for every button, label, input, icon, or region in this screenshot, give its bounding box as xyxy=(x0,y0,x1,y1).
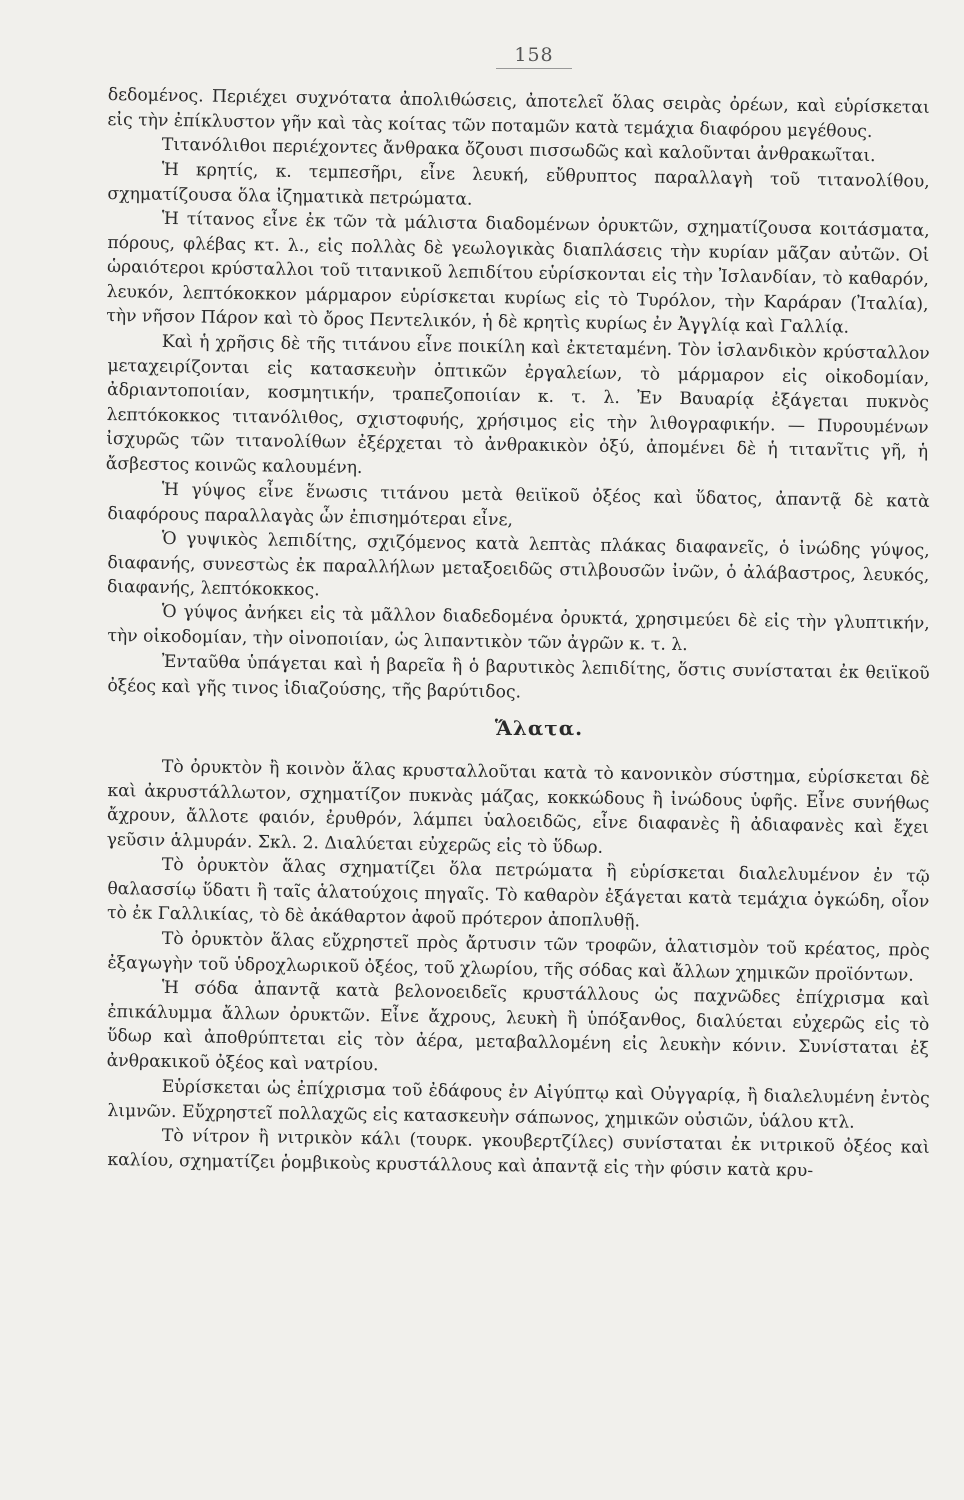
paragraph-2: Τιτανόλιθοι περιέχοντες ἄνθρακα ὄζουσι πισσωδῶς καὶ καλοῦνται ἀνθρακωῖται. xyxy=(161,135,876,167)
paragraph-5: Καὶ ἡ χρῆσις δὲ τῆς τιτάνου εἶνε ποικίλη καὶ ἐκτεταμένη. Τὸν ἰσλανδικὸν κρύσταλλον μεταχειρίζονται εἰς κατασκευὴν ὀπτικῶν ἐργαλείων, τὸ μάρμαρον εἰς οἰκοδομίαν, ἀδριαντοποιίαν, κοσμητικήν, τραπεζοποιίαν κ. τ. λ. Ἐν Βαυαρίᾳ ἐξάγεται πυκνὸς λεπτόκοκκος τιτανόλιθος, σχιστοφυής, χρήσιμος εἰς τὴν λιθογραφικήν. — Πυρουμένων ἰσχυρῶς τῶν τιτανολίθων ἐξέρχεται τὸ ἀνθρακικὸν ὀξύ, ἀπομένει δὲ ἡ τιτανῖτις γῆ, ἡ ἄσβεστος κοινῶς καλουμένη. xyxy=(105,331,930,478)
paragraph-8: Ὁ γύψος ἀνήκει εἰς τὰ μᾶλλον διαδεδομένα ὀρυκτά, χρησιμεύει δὲ εἰς τὴν γλυπτικήν, τὴν οἰκοδομίαν, τὴν οἰνοποιίαν, ὡς λιπαντικὸν τῶν ἀγρῶν κ. τ. λ. xyxy=(107,602,930,656)
paragraph-15: Τὸ νίτρον ἢ νιτρικὸν κάλι (τουρκ. γκουβερτζίλες) συνίσταται ἐκ νιτρικοῦ ὀξέος καὶ καλίου, σχηματίζει ῥομβικοὺς κρυστάλλους καὶ ἀπαντᾷ εἰς τὴν φύσιν κατὰ κρυ- xyxy=(107,1125,930,1181)
paragraph-10: Τὸ ὀρυκτὸν ἢ κοινὸν ἅλας κρυσταλλοῦται κατὰ τὸ κανονικὸν σύστημα, εὑρίσκεται δὲ καὶ ἀκρυστάλλωτον, σχηματίζον πυκνὰς μάζας, κοκκώδους ἢ ἰνώδους ὑφῆς. Εἶνε συνήθως ἄχρουν, ἄλλοτε φαιόν, ἐρυθρόν, λάμπει ὑαλοειδῶς, εἶνε διαφανὲς ἢ ἀδιαφανὲς καὶ ἔχει γεῦσιν ἁλμυράν. Σκλ. 2. Διαλύεται εὐχερῶς εἰς τὸ ὕδωρ. xyxy=(106,756,930,858)
paragraph-9: Ἐνταῦθα ὑπάγεται καὶ ἡ βαρεῖα ἢ ὁ βαρυτικὸς λεπιδίτης, ὅστις συνίσταται ἐκ θειϊκοῦ ὀξέος καὶ γῆς τινος ἰδιαζούσης, τῆς βαρύτιδος. xyxy=(107,651,930,702)
paragraph-13: Ἡ σόδα ἀπαντᾷ κατὰ βελονοειδεῖς κρυστάλλους ὡς παχνῶδες ἐπίχρισμα καὶ ἐπικάλυμμα ἄλλων ὀρυκτῶν. Εἶνε ἄχρους, λευκὴ ἢ ὑπόξανθος, διαλύεται εὐχερῶς εἰς τὸ ὕδωρ καὶ ἀποθρύπτεται εἰς τὸν ἀέρα, μεταβαλλομένη εἰς λευκὴν κόνιν. Συνίσταται ἐξ ἀνθρακικοῦ ὀξέος καὶ νατρίου. xyxy=(106,978,930,1076)
paragraph-7: Ὁ γυψικὸς λεπιδίτης, σχιζόμενος κατὰ λεπτὰς πλάκας διαφανεῖς, ὁ ἰνώδης γύψος, διαφανής, συνεστὼς ἐκ παραλλήλων μεταξοειδῶς στιλβουσῶν ἰνῶν, ὁ ἀλάβαστρος, λευκός, διαφανής, λεπτόκοκκος. xyxy=(106,528,930,601)
paragraph-4: Ἡ τίτανος εἶνε ἐκ τῶν τὰ μάλιστα διαδομένων ὀρυκτῶν, σχηματίζουσα κοιτάσματα, πόρους, φλέβας κτ. λ., εἰς πολλὰς δὲ γεωλογικὰς διαπλάσεις τὴν κυρίαν μᾶζαν αὐτῶν. Οἱ ὡραιότεροι κρύσταλλοι τοῦ τιτανικοῦ λεπιδίτου εὑρίσκονται εἰς τὴν Ἰσλανδίαν, τὸ καθαρόν, λευκόν, λεπτόκοκκον μάρμαρον εὑρίσκεται κυρίως εἰς τὸ Τυρόλον, τὴν Καράραν (Ἰταλία), τὴν νῆσον Πάρον καὶ τὸ ὄρος Πεντελικόν, ἡ δὲ κρητὶς κυρίως ἐν Ἀγγλίᾳ καὶ Γαλλίᾳ. xyxy=(106,208,930,338)
paragraph-1: δεδομένος. Περιέχει συχνότατα ἀπολιθώσεις, ἀποτελεῖ ὅλας σειρὰς ὀρέων, καὶ εὑρίσκεται εἰς τὴν ἐπίκλυστον γῆν καὶ τὰς κοίτας τῶν ποταμῶν κατὰ τεμάχια διαφόρου μεγέθους. xyxy=(107,84,930,142)
paragraph-11: Τὸ ὀρυκτὸν ἅλας σχηματίζει ὅλα πετρώματα ἢ εὑρίσκεται διαλελυμένον ἐν τῷ θαλασσίῳ ὕδατι ἢ ταῖς ἁλατούχοις πηγαῖς. Τὸ καθαρὸν ἐξάγεται κατὰ τεμάχια ὀγκώδη, οἷον τὸ ἐκ Γαλλικίας, τὸ δὲ ἀκάθαρτον ἀφοῦ πρότερον ἀποπλυθῇ. xyxy=(106,855,930,932)
paragraph-14: Εὑρίσκεται ὡς ἐπίχρισμα τοῦ ἐδάφους ἐν Αἰγύπτῳ καὶ Οὐγγαρίᾳ, ἢ διαλελυμένη ἐντὸς λιμνῶν. Εὔχρηστεῖ πολλαχῶς εἰς κατασκευὴν σάπωνος, χημικῶν οὐσιῶν, ὑάλου κτλ. xyxy=(107,1076,930,1132)
paragraph-3: Ἡ κρητίς, κ. τεμπεσῆρι, εἶνε λευκή, εὔθρυπτος παραλλαγὴ τοῦ τιτανολίθου, σχηματίζουσα ὅλα ἰζηματικὰ πετρώματα. xyxy=(107,159,930,210)
paragraph-12: Τὸ ὀρυκτὸν ἅλας εὔχρηστεῖ πρὸς ἄρτυσιν τῶν τροφῶν, ἁλατισμὸν τοῦ κρέατος, πρὸς ἐξαγωγὴν τοῦ ὑδροχλωρικοῦ ὀξέος, τοῦ χλωρίου, τῆς σόδας καὶ ἄλλων χημικῶν προϊόντων. xyxy=(107,928,930,986)
section-title: Ἅλατα. xyxy=(494,715,584,740)
paragraph-6: Ἡ γύψος εἶνε ἕνωσις τιτάνου μετὰ θειϊκοῦ ὀξέος καὶ ὕδατος, ἀπαντᾷ δὲ κατὰ διαφόρους παραλλαγὰς ὧν ἐπισημότεραι εἶνε, xyxy=(107,479,930,530)
page-number: 158 xyxy=(108,44,930,69)
